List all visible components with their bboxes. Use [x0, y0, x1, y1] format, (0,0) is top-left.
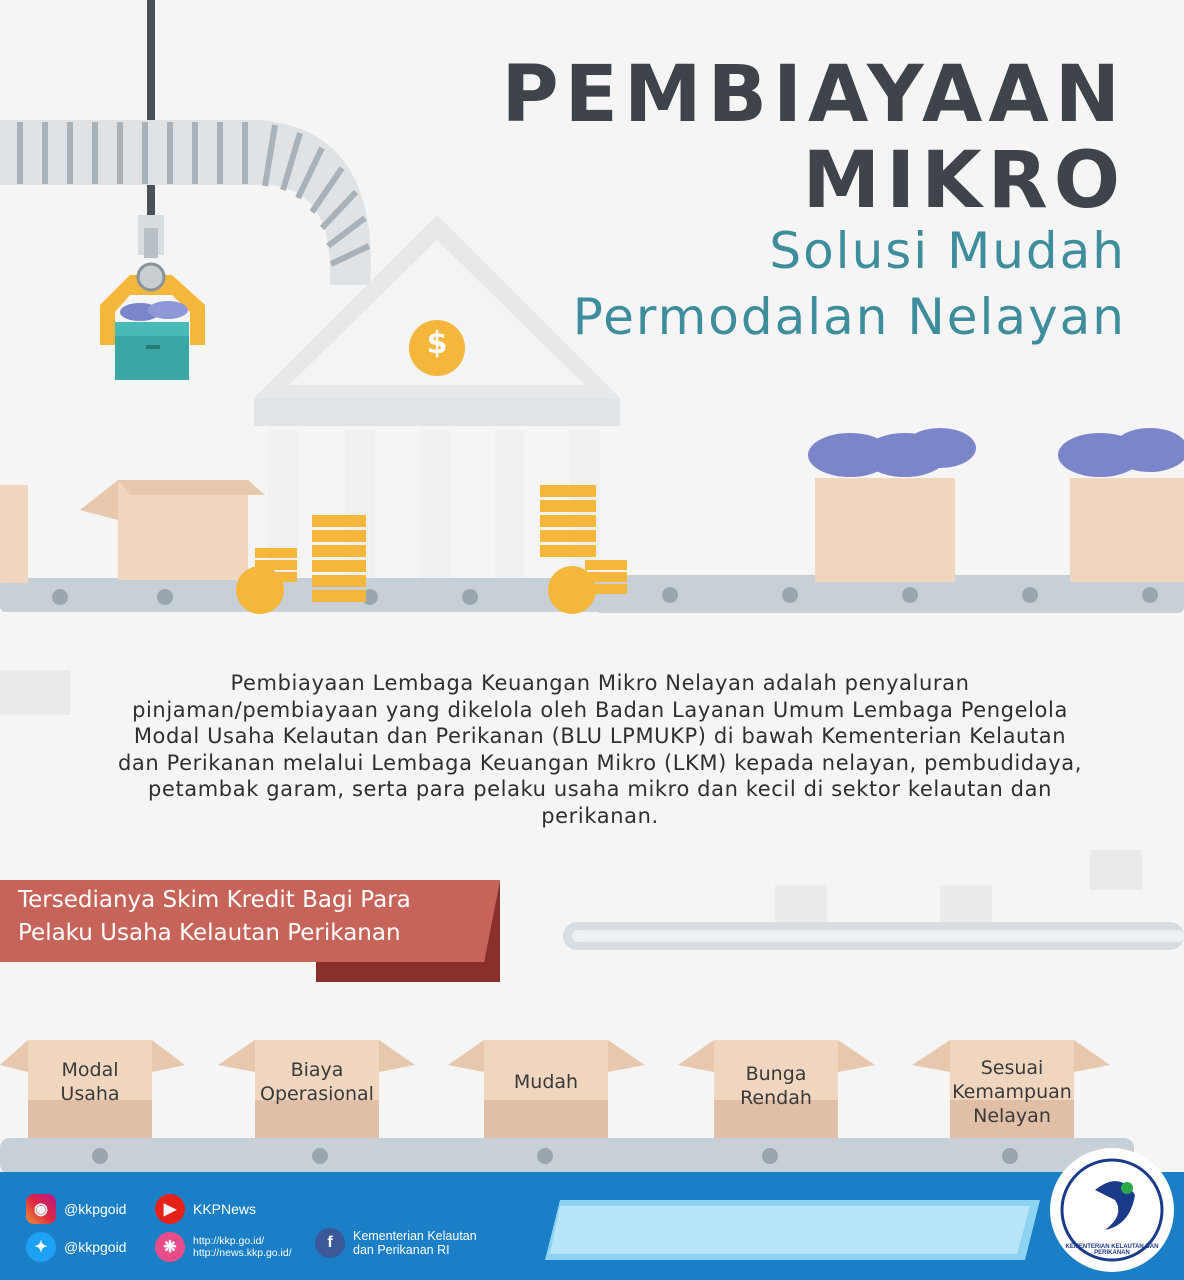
benefit-label: Sesuai — [980, 1057, 1044, 1079]
ribbon-heading — [18, 884, 478, 950]
facebook-link[interactable] — [315, 1228, 477, 1258]
benefit-label: Operasional — [260, 1083, 374, 1105]
website-url-main[interactable]: http://kkp.go.id/ — [193, 1234, 265, 1247]
benefit-biaya-operasional — [246, 1058, 388, 1106]
facebook-page — [353, 1229, 477, 1258]
twitter-handle: @kkpgoid — [64, 1238, 127, 1255]
benefit-label: Nelayan — [973, 1105, 1051, 1127]
page-title-line2: MIKRO — [802, 136, 1126, 226]
facebook-name-line2: dan Perikanan RI — [353, 1243, 450, 1257]
globe-icon: ❋ — [155, 1232, 185, 1262]
website-urls — [193, 1235, 292, 1259]
benefit-label: Bunga — [745, 1063, 807, 1085]
benefit-label: Kemampuan — [952, 1081, 1072, 1103]
youtube-link[interactable] — [155, 1194, 256, 1224]
twitter-link[interactable] — [26, 1232, 126, 1262]
ribbon-line1: Tersedianya Skim Kredit Bagi Para — [18, 887, 411, 913]
twitter-icon: ✦ — [26, 1232, 56, 1262]
instagram-link[interactable] — [26, 1194, 126, 1224]
benefit-bunga-rendah — [714, 1062, 838, 1110]
page-title-line1: PEMBIAYAAN — [501, 50, 1126, 140]
benefit-label: Rendah — [740, 1087, 812, 1109]
benefit-label: Modal — [61, 1059, 119, 1081]
facebook-name-line1: Kementerian Kelautan — [353, 1228, 477, 1243]
benefit-label: Biaya — [290, 1059, 344, 1081]
benefit-mudah — [484, 1070, 608, 1094]
website-links[interactable] — [155, 1232, 292, 1262]
ministry-logo: KEMENTERIAN KELAUTAN DAN PERIKANAN — [1065, 1244, 1159, 1256]
benefit-sesuai-kemampuan — [940, 1056, 1084, 1128]
website-url-news[interactable]: http://news.kkp.go.id/ — [193, 1247, 292, 1259]
youtube-icon: ▶ — [155, 1194, 185, 1224]
facebook-icon: f — [315, 1228, 345, 1258]
dollar-icon: $ — [426, 326, 448, 361]
subtitle-line1: Solusi Mudah — [769, 222, 1126, 280]
instagram-handle: @kkpgoid — [64, 1200, 127, 1217]
benefit-modal-usaha — [28, 1058, 152, 1106]
youtube-channel: KKPNews — [193, 1200, 257, 1217]
description-text: Pembiayaan Lembaga Keuangan Mikro Nelayan adalah penyaluran pinjaman/pembiayaan yang dikelola oleh Badan Layanan Umum Lembaga Pengelola Modal Usaha Kelautan dan Perikanan (BLU LPMUKP) di bawah Kementerian Kelautan dan Perikanan melalui Lembaga Keuangan Mikro (LKM) kepada nelayan, pembudidaya, petambak garam, serta para pelaku usaha mikro dan kecil di sektor kelautan dan perikanan. — [118, 671, 1082, 828]
benefit-label: Mudah — [513, 1071, 579, 1093]
subtitle-line2: Permodalan Nelayan — [572, 288, 1126, 346]
ribbon-line2: Pelaku Usaha Kelautan Perikanan — [18, 920, 401, 946]
instagram-icon: ◉ — [26, 1194, 56, 1224]
benefit-label: Usaha — [60, 1083, 120, 1105]
